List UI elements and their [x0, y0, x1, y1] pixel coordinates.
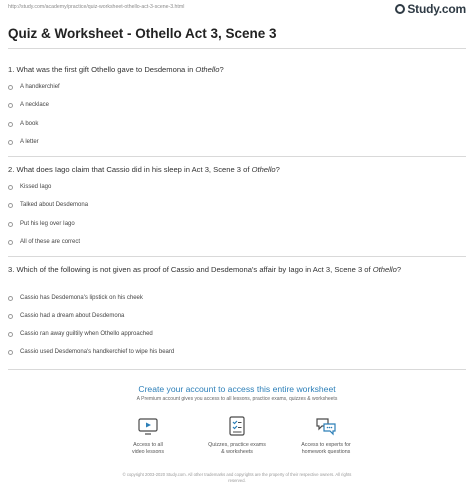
question-1-text: 1. What was the first gift Othello gave to Desdemona in [8, 65, 196, 74]
question-1-work-title: Othello [195, 65, 220, 74]
radio-icon[interactable] [8, 203, 13, 208]
q2-option-4[interactable] [8, 237, 80, 247]
question-divider [8, 369, 466, 370]
question-3-work-title: Othello [372, 265, 397, 274]
quiz-checklist-icon [226, 415, 248, 437]
option-label: Kissed Iago [20, 184, 52, 190]
option-label: A book [20, 121, 39, 127]
q3-option-4[interactable] [8, 347, 174, 357]
question-1 [8, 64, 460, 75]
question-2-text: 2. What does Iago claim that Cassio did in his sleep in Act 3, Scene 3 of [8, 165, 252, 174]
question-2-end: ? [275, 165, 280, 174]
radio-icon[interactable] [8, 122, 13, 127]
q3-option-1[interactable] [8, 293, 143, 303]
copyright-notice [0, 472, 474, 483]
option-label: Cassio had a dream about Desdemona [20, 313, 125, 319]
q1-option-3[interactable] [8, 119, 38, 129]
feature-quizzes [192, 415, 282, 455]
radio-icon[interactable] [8, 314, 13, 319]
option-label: Talked about Desdemona [20, 202, 89, 208]
create-account-link[interactable]: Create your account to access this entire worksheet [138, 384, 336, 394]
q1-option-2[interactable] [8, 100, 49, 110]
option-label: All of these are correct [20, 239, 81, 245]
feature-line: homework questions [301, 448, 351, 455]
question-3-text: 3. Which of the following is not given as proof of Cassio and Desdemona's affair by Iago in Act 3, Scene 3 of [8, 265, 373, 274]
radio-icon[interactable] [8, 350, 13, 355]
option-label: Cassio used Desdemona's handkerchief to wipe his beard [20, 349, 175, 355]
question-divider [8, 156, 466, 157]
question-divider [8, 256, 466, 257]
copyright-line: © copyright 2003-2020 Study.com. All other trademarks and copyrights are the property of their respective owners. All rights [122, 472, 352, 477]
question-1-end: ? [219, 65, 224, 74]
feature-line: video lessons [131, 448, 165, 455]
feature-line: Quizzes, practice exams [208, 442, 266, 448]
study-logo[interactable] [395, 2, 466, 15]
question-2 [8, 164, 460, 175]
question-2-work-title: Othello [251, 165, 276, 174]
radio-icon[interactable] [8, 103, 13, 108]
option-label: Cassio ran away guiltily when Othello approached [20, 331, 153, 337]
premium-description: A Premium account gives you access to all lessons, practice exams, quizzes & worksheets [136, 396, 338, 402]
q3-option-2[interactable] [8, 311, 124, 321]
feature-video-lessons [103, 415, 193, 455]
radio-icon[interactable] [8, 140, 13, 145]
q3-option-3[interactable] [8, 329, 153, 339]
radio-icon[interactable] [8, 185, 13, 190]
study-logo-text: Study.com [407, 1, 466, 16]
study-logo-icon [395, 4, 405, 14]
option-label: A handkerchief [20, 84, 60, 90]
radio-icon[interactable] [8, 222, 13, 227]
question-3-end: ? [396, 265, 402, 274]
q2-option-3[interactable] [8, 219, 75, 229]
option-label: A letter [20, 139, 39, 145]
option-label: A necklace [20, 102, 50, 108]
feature-experts [281, 415, 371, 455]
radio-icon[interactable] [8, 85, 13, 90]
q1-option-1[interactable] [8, 82, 60, 92]
radio-icon[interactable] [8, 296, 13, 301]
q2-option-2[interactable] [8, 200, 88, 210]
video-icon [137, 415, 159, 437]
title-divider [8, 48, 466, 49]
top-bar [0, 0, 474, 18]
copyright-line: reserved. [228, 477, 246, 483]
page-url: http://study.com/academy/practice/quiz-worksheet-othello-act-3-scene-3.html [8, 4, 185, 10]
expert-chat-icon [315, 415, 337, 437]
q2-option-1[interactable] [8, 182, 51, 192]
question-3 [8, 264, 460, 275]
feature-line: Access to experts for [301, 442, 351, 448]
feature-line: & worksheets [221, 448, 253, 455]
option-label: Put his leg over Iago [20, 221, 75, 227]
radio-icon[interactable] [8, 332, 13, 337]
radio-icon[interactable] [8, 240, 13, 245]
feature-line: Access to all [133, 442, 163, 448]
q1-option-4[interactable] [8, 137, 39, 147]
page-title: Quiz & Worksheet - Othello Act 3, Scene 3 [8, 26, 277, 41]
option-label: Cassio has Desdemona's lipstick on his cheek [20, 295, 143, 301]
